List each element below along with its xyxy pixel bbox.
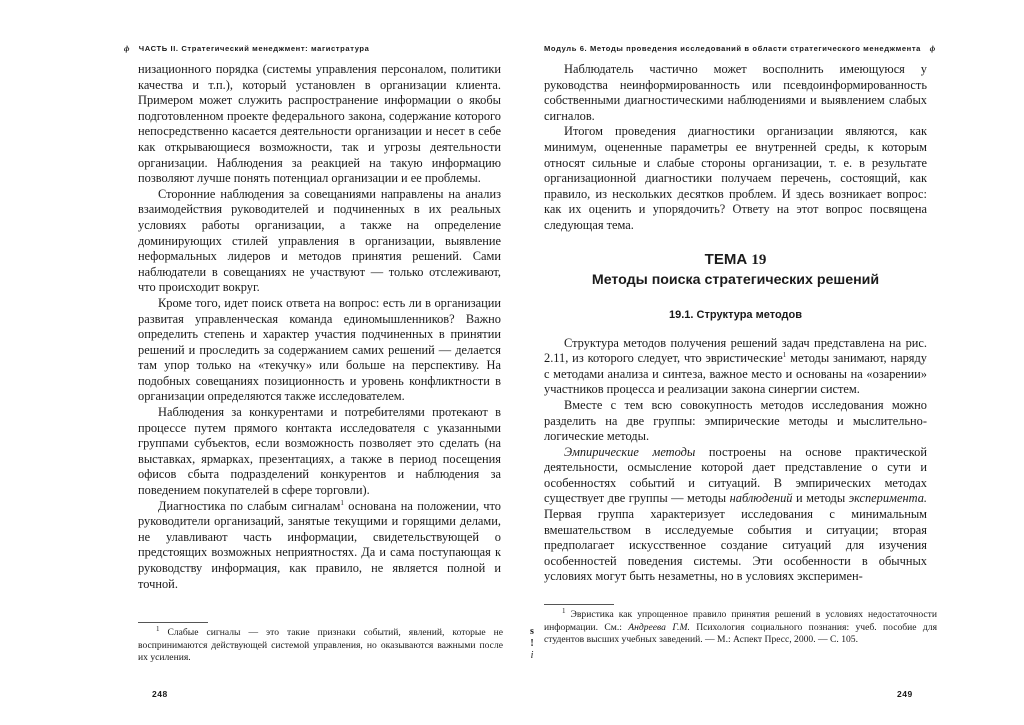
right-running-head bbox=[544, 44, 942, 53]
right-running-head-text: Модуль 6. Методы проведения исследований в области стратегического менеджмента bbox=[544, 44, 921, 53]
right-text-column bbox=[544, 62, 927, 585]
theme-heading bbox=[544, 250, 927, 290]
footnote-text: Психология социального познания: учеб. пособие для студентов высших учебных заведений. — М.: Аспект Пресс, 2000. — С. 105. bbox=[544, 621, 937, 646]
left-running-head-text: ЧАСТЬ II. Стратегический менеджмент: магистратура bbox=[138, 44, 370, 53]
section-title: 19.1. Структура методов bbox=[669, 308, 802, 321]
paragraph: Наблюдатель частично может восполнить имеющуюся у руководства неинформированность или псевдоинформированность собственными диагностическими наблюдениями и выявлением слабых сигналов. bbox=[544, 62, 927, 123]
paragraph: низационного порядка (системы управления персоналом, политики качества и т.п.), который установлен в организации клиента. Примером может служить распространение информации о якобы подготовленном проекте федерального закона, содержание которого непосредственно касается деятельности организации и несет в себе как открывающиеся возможности, так и угрозы деятельности организации. Наблюдения за реакцией на такую информацию позволяют лучше понять потенциал организации и ее проблемы. bbox=[138, 62, 501, 186]
footnote-reference: 1 bbox=[340, 498, 344, 507]
footnote-reference: 1 bbox=[782, 351, 787, 359]
right-footnote bbox=[544, 606, 937, 647]
margin-mark: i bbox=[530, 650, 534, 661]
paragraph bbox=[138, 499, 501, 593]
footnote-text: Эвристика как упрощенное правило принятия решений в условиях недостаточности информации. См.: bbox=[544, 609, 937, 633]
paragraph-text: построены на основе практической деятельности, осмысление которой дает представление о сути и особенностях событий и ситуаций. В эмпирических методах существует две группы — методы bbox=[544, 444, 927, 506]
theme-title: Методы поиска стратегических решений bbox=[591, 271, 880, 288]
paragraph bbox=[544, 445, 927, 585]
margin-mark: s bbox=[530, 626, 534, 637]
paragraph: Наблюдения за конкурентами и потребителями протекают в процессе путем прямого контакта исследователя с указанными группами субъектов, если возможность позволяет это сделать (на выставках, ярмарках, презентациях, а также в период посещения офисов сбыта подразделений конкурентов и наблюдения за поведением покупателей в сфере торговли). bbox=[138, 405, 501, 498]
emphasis: наблюдений bbox=[729, 491, 793, 506]
margin-mark: ! bbox=[530, 638, 534, 649]
left-running-head bbox=[118, 44, 370, 53]
paragraph-text: и методы bbox=[792, 491, 849, 506]
page-number-left: 248 bbox=[152, 689, 168, 699]
paragraph: Итогом проведения диагностики организации являются, как минимум, оцененные параметры ее внутренней среды, к которым относят сильные и слабые стороны организации, т. е. в результате организационной диагностики получаем перечень, состоящий, как правило, из нескольких десятков проблем. И здесь возникает вопрос: как их оценить и упорядочить? Ответу на этот вопрос посвящена следующая тема. bbox=[544, 124, 927, 232]
paragraph: Кроме того, идет поиск ответа на вопрос: есть ли в организации развитая управленческая команда единомышленников? Важно определить степень и характер участия подчиненных в принятии решений и проследить за содержанием самих решений — делается там упор только на «текучку» или больше на перспективу. На подобных совещаниях позиционность и уровень конфликтности в организации определяются также исследователем. bbox=[138, 295, 501, 404]
paragraph-text: Первая группа характеризует исследования с минимальным вмешательством в исследуемые события и ситуации; вторая предполагает искусственное создание ситуаций для изучения особенностей поведения системы. Эти особенности в обычных условиях могут быть незаметны, но в условиях эксперимен- bbox=[544, 507, 927, 584]
emphasis: эксперимента. bbox=[848, 491, 928, 506]
paragraph-text: Структура методов получения решений задач представлена на рис. 2.11, из которого следует, что эвристические bbox=[544, 335, 927, 366]
right-page bbox=[512, 0, 1024, 725]
footnote-text: Слабые сигналы — это такие признаки событий, явлений, которые не воспринимаются действующей системой управления, но оказываются важными после их усиления. bbox=[138, 627, 503, 664]
paragraph bbox=[544, 336, 927, 398]
paragraph-text: Диагностика по слабым сигналам bbox=[158, 498, 341, 513]
theme-number: 19 bbox=[751, 251, 767, 268]
footnote-marker: 1 bbox=[562, 606, 566, 615]
paragraph: Вместе с тем всю совокупность методов исследования можно разделить на две группы: эмпирические методы и мыслительно-логические методы. bbox=[544, 397, 927, 444]
page-number-right: 249 bbox=[897, 689, 913, 699]
footnote-rule bbox=[544, 604, 614, 605]
emphasis: Эмпирические методы bbox=[564, 444, 696, 459]
paragraph-text: основана на положении, что руководители организаций, занятые текущими и горящими делами, не улавливают часть информации, свидетельствующей о предстоящих возможных неприятностях. Да и сама поступающая к руководству информация, как правило, не является полной и точной. bbox=[138, 498, 501, 591]
left-footnote bbox=[138, 624, 503, 665]
footnote-marker: 1 bbox=[156, 624, 160, 633]
paragraph-text: методы занимают, наряду с методами анализа и синтеза, важное место и основаны на «озарении» участников процесса и реализации закона синергии систем. bbox=[544, 351, 927, 397]
ornament-glyph: ф bbox=[124, 44, 131, 53]
theme-word: ТЕМА bbox=[704, 250, 748, 268]
paragraph: Сторонние наблюдения за совещаниями направлены на анализ взаимодействия руководителей и подчиненных в их реальных условиях работы организации, а также на определение доминирующих стилей управления в организации, выявление неформальных лидеров и методов принятия решений. Сами наблюдатели в совещаниях не участвуют — только отслеживают, что происходит вокруг. bbox=[138, 186, 501, 295]
ornament-glyph: ф bbox=[929, 44, 936, 53]
footnote-author: Андреева Г.М. bbox=[628, 621, 690, 633]
left-text-column bbox=[138, 62, 501, 592]
footnote-rule bbox=[138, 622, 208, 623]
